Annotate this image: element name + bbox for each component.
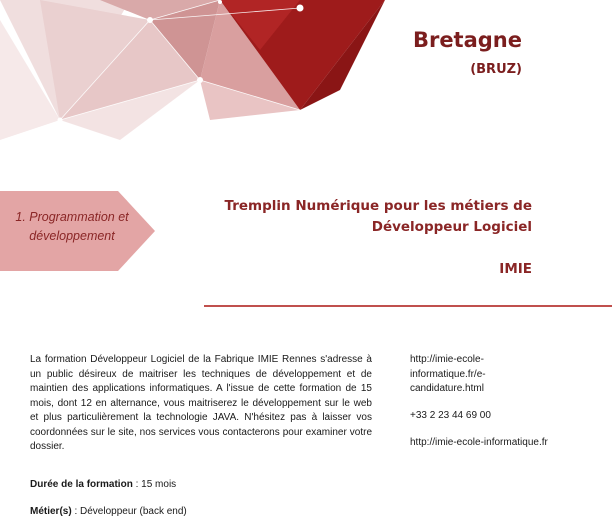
program-title-line-2: Développeur Logiciel (371, 219, 532, 235)
program-title-line-1: Tremplin Numérique pour les métiers de (224, 198, 532, 214)
category-banner (4, 208, 140, 246)
program-title (172, 196, 532, 238)
deco-node (147, 17, 153, 23)
duration-value: : 15 mois (132, 479, 177, 490)
region-title: Bretagne (412, 28, 522, 52)
phone-number: +33 2 23 44 69 00 (410, 410, 491, 421)
duration-label: Durée de la formation (30, 479, 133, 490)
application-link[interactable]: http://imie-ecole-informatique.fr/e-candidature.html (410, 354, 486, 394)
city-subtitle: (BRUZ) (470, 62, 522, 77)
category-line-2: développement (29, 229, 115, 243)
category-line-1: 1. Programmation et (15, 210, 129, 224)
deco-node (218, 0, 222, 4)
deco-node (297, 5, 304, 12)
description-paragraph: La formation Développeur Logiciel de la Fabrique IMIE Rennes s'adresse à un public désireux de maitriser les techniques de développement et de maintien des applications informatiques. A l'issue de cette formation de 15 mois, dont 12 en alternance, vous maitriserez le développement sur le web et plus particulièrement la technologie JAVA. N'hésitez pas à laisser vos coordonnées sur le site, nos services vous contacterons pour examiner votre dossier. (30, 354, 372, 452)
jobs-value: : Développeur (back end) (71, 506, 187, 517)
divider-rule (204, 305, 612, 307)
organization-name: IMIE (499, 261, 532, 277)
deco-node (197, 77, 203, 83)
jobs-field (30, 506, 187, 517)
deco-node (58, 118, 63, 123)
website-link[interactable]: http://imie-ecole-informatique.fr (410, 437, 548, 448)
jobs-label: Métier(s) (30, 506, 72, 517)
duration-field (30, 479, 176, 490)
